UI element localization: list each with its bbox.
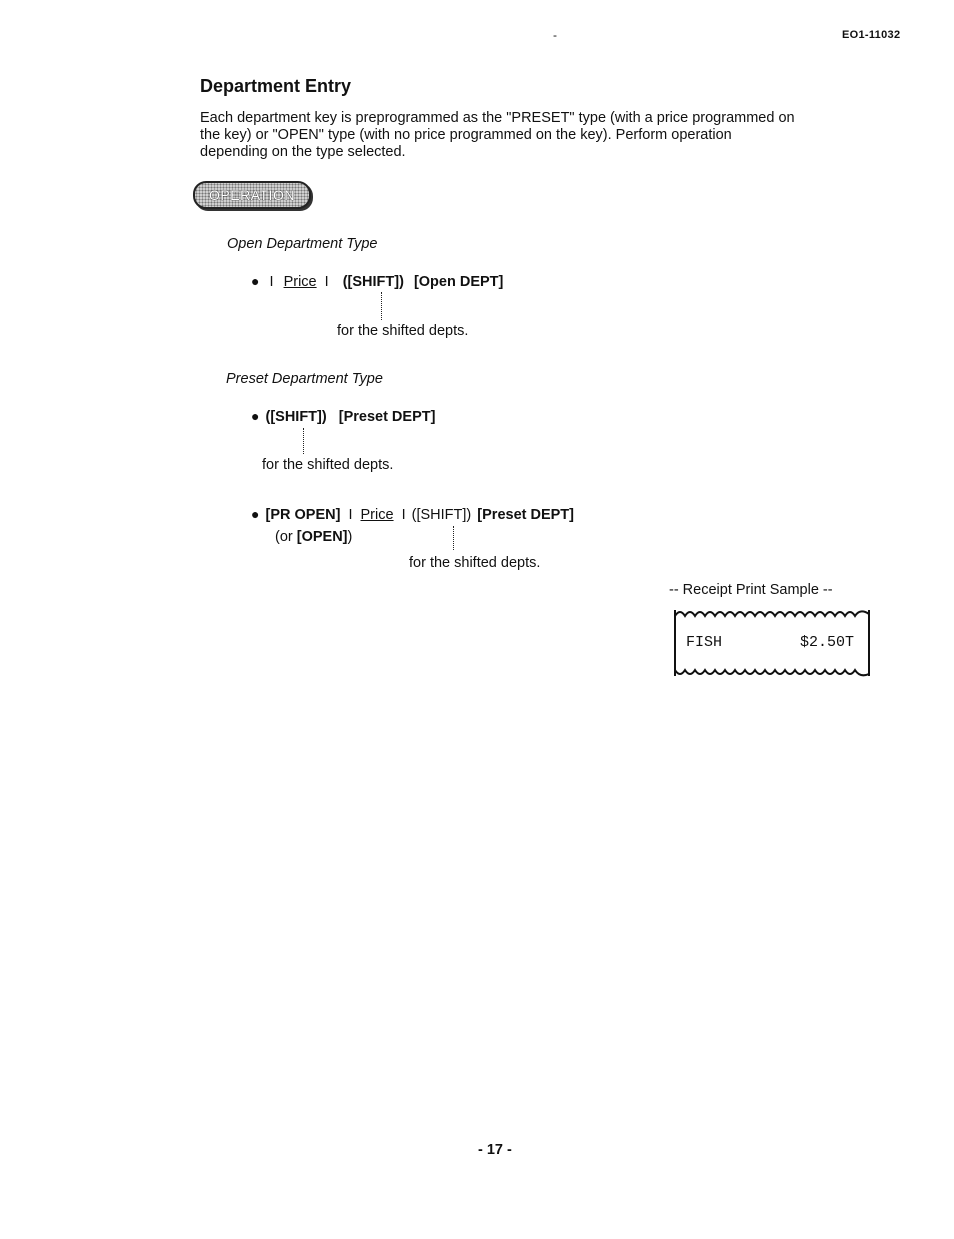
preset-dept-note-2: for the shifted depts. [409, 555, 541, 571]
open-dept-sequence [251, 273, 503, 290]
dotted-leader [381, 292, 382, 320]
bullet-icon: ● [251, 273, 260, 289]
separator: I [324, 274, 329, 290]
price-entry: Price [360, 507, 394, 523]
separator: I [401, 507, 406, 523]
shift-key: ([SHIFT]) [265, 409, 327, 425]
receipt-sample [672, 606, 872, 678]
document-code: EO1-11032 [842, 29, 901, 41]
price-entry: Price [283, 274, 317, 290]
header-mark: - [553, 28, 557, 42]
open-dept-note: for the shifted depts. [337, 323, 469, 339]
page-number: - 17 - [478, 1142, 512, 1158]
intro-line: the key) or "OPEN" type (with no price programmed on the key). Perform operation [200, 127, 732, 143]
receipt-item: FISH [686, 634, 723, 651]
separator: I [348, 507, 353, 523]
open-key: [OPEN] [296, 529, 348, 545]
receipt-line [686, 634, 854, 651]
receipt-amount: $2.50T [799, 634, 854, 651]
shift-key: ([SHIFT]) [342, 274, 404, 290]
preset-dept-sequence-1 [251, 408, 435, 425]
dotted-leader [453, 526, 454, 550]
receipt-caption: -- Receipt Print Sample -- [669, 582, 833, 598]
alt-suffix: ) [347, 529, 353, 545]
preset-dept-note-1: for the shifted depts. [262, 457, 394, 473]
intro-line: Each department key is preprogrammed as the "PRESET" type (with a price programmed on [200, 110, 795, 126]
shift-key: ([SHIFT]) [411, 507, 472, 523]
operation-badge: OPERATION [193, 181, 311, 209]
bullet-icon: ● [251, 408, 260, 424]
open-dept-heading: Open Department Type [227, 236, 378, 252]
bullet-icon: ● [251, 506, 260, 522]
intro-line: depending on the type selected. [200, 144, 406, 160]
intro-paragraph [200, 110, 858, 161]
separator: I [269, 274, 274, 290]
preset-dept-key: [Preset DEPT] [477, 507, 574, 523]
preset-dept-sequence-2 [251, 506, 574, 523]
open-dept-key: [Open DEPT] [413, 274, 504, 290]
preset-dept-heading: Preset Department Type [226, 371, 383, 387]
alt-prefix: (or [275, 529, 297, 545]
page-title: Department Entry [200, 76, 352, 96]
open-alternative [275, 529, 352, 545]
dotted-leader [303, 428, 304, 454]
preset-dept-key: [Preset DEPT] [338, 409, 436, 425]
pr-open-key: [PR OPEN] [265, 507, 341, 523]
